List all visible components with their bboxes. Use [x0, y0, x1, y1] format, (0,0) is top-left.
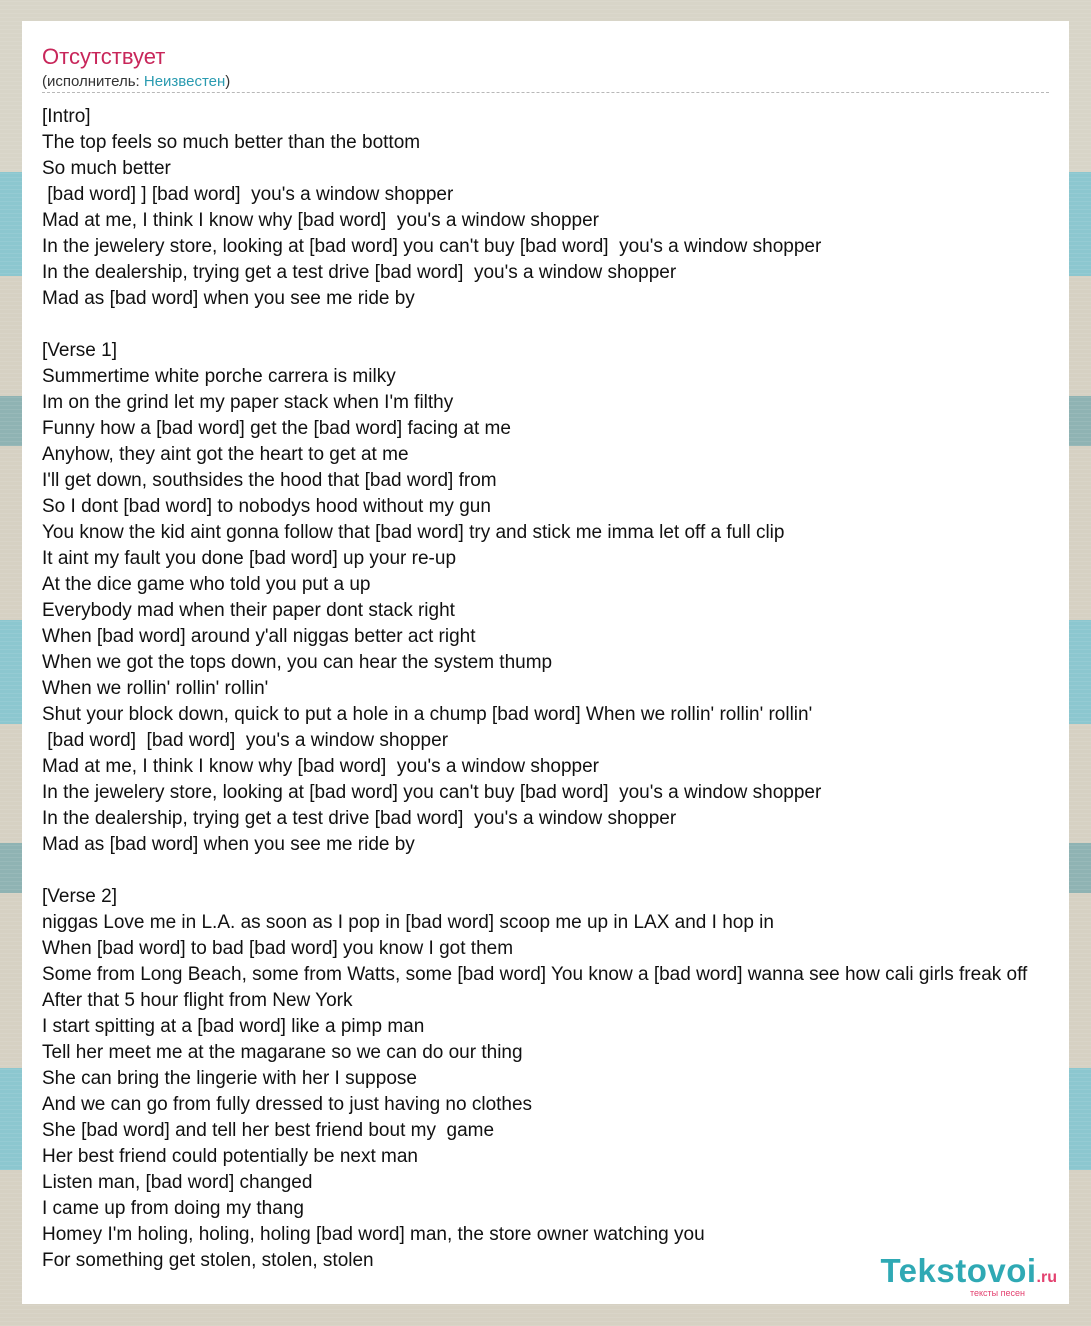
lyric-line: For something get stolen, stolen, stolen: [42, 1250, 374, 1271]
lyric-line: [42, 858, 1027, 884]
lyric-line: Funny how a [bad word] get the [bad word] facing at me: [42, 418, 511, 439]
lyric-line: [bad word] ] [bad word] you's a window shopper: [42, 184, 454, 205]
lyric-line: The top feels so much better than the bottom: [42, 132, 421, 153]
artist-line: [42, 72, 230, 92]
lyric-line: Mad at me, I think I know why [bad word] you's a window shopper: [42, 210, 600, 231]
lyric-line: Im on the grind let my paper stack when I'm filthy: [42, 392, 454, 413]
lyric-line: In the dealership, trying get a test drive [bad word] you's a window shopper: [42, 262, 677, 283]
lyric-line: Anyhow, they aint got the heart to get at me: [42, 444, 409, 465]
lyric-line: I came up from doing my thang: [42, 1198, 304, 1219]
logo-tagline: тексты песен: [969, 1288, 1025, 1298]
lyric-line: Mad as [bad word] when you see me ride by: [42, 288, 415, 309]
lyric-line: When [bad word] to bad [bad word] you know I got them: [42, 938, 514, 959]
lyric-line: Everybody mad when their paper dont stack right: [42, 600, 455, 621]
lyric-line: At the dice game who told you put a up: [42, 574, 371, 595]
lyric-line: She [bad word] and tell her best friend bout my game: [42, 1120, 495, 1141]
lyric-line: In the jewelery store, looking at [bad word] you can't buy [bad word] you's a window shopper: [42, 782, 822, 803]
lyric-line: Her best friend could potentially be next man: [42, 1146, 418, 1167]
lyric-line: [Verse 2]: [42, 886, 117, 907]
lyric-line: In the dealership, trying get a test drive [bad word] you's a window shopper: [42, 808, 677, 829]
site-logo[interactable]: [880, 1254, 1057, 1298]
header-divider: [42, 92, 1049, 93]
lyric-line: So much better: [42, 158, 171, 179]
lyric-line: Tell her meet me at the magarane so we can do our thing: [42, 1042, 523, 1063]
lyric-line: And we can go from fully dressed to just having no clothes: [42, 1094, 533, 1115]
lyric-line: When [bad word] around y'all niggas better act right: [42, 626, 476, 647]
artist-prefix: (исполнитель:: [42, 73, 144, 90]
artist-suffix: ): [225, 73, 231, 90]
lyric-line: Homey I'm holing, holing, holing [bad word] man, the store owner watching you: [42, 1224, 705, 1245]
lyric-line: It aint my fault you done [bad word] up your re-up: [42, 548, 457, 569]
lyric-line: Mad at me, I think I know why [bad word] you's a window shopper: [42, 756, 600, 777]
lyric-line: [Verse 1]: [42, 340, 117, 361]
lyric-line: I start spitting at a [bad word] like a pimp man: [42, 1016, 425, 1037]
lyric-line: niggas Love me in L.A. as soon as I pop in [bad word] scoop me up in LAX and I hop in: [42, 912, 774, 933]
lyric-line: Mad as [bad word] when you see me ride by: [42, 834, 415, 855]
lyrics-page: [22, 21, 1069, 1304]
lyric-line: Some from Long Beach, some from Watts, some [bad word] You know a [bad word] wanna see how cali girls freak off: [42, 964, 1028, 985]
lyric-line: [42, 312, 1027, 338]
lyric-line: When we got the tops down, you can hear the system thump: [42, 652, 553, 673]
lyric-line: Shut your block down, quick to put a hole in a chump [bad word] When we rollin' rollin' rollin': [42, 704, 813, 725]
song-title: Отсутствует: [42, 44, 166, 69]
logo-name: Tekstovoi: [880, 1252, 1037, 1289]
lyric-line: [bad word] [bad word] you's a window shopper: [42, 730, 449, 751]
lyric-line: Listen man, [bad word] changed: [42, 1172, 313, 1193]
lyric-line: So I dont [bad word] to nobodys hood without my gun: [42, 496, 491, 517]
logo-domain: .ru: [1036, 1269, 1057, 1286]
lyric-line: In the jewelery store, looking at [bad word] you can't buy [bad word] you's a window shopper: [42, 236, 822, 257]
lyric-line: Summertime white porche carrera is milky: [42, 366, 396, 387]
lyric-line: I'll get down, southsides the hood that [bad word] from: [42, 470, 497, 491]
lyric-line: After that 5 hour flight from New York: [42, 990, 353, 1011]
lyric-line: She can bring the lingerie with her I suppose: [42, 1068, 417, 1089]
lyric-line: [Intro]: [42, 106, 91, 127]
lyric-line: You know the kid aint gonna follow that [bad word] try and stick me imma let off a full clip: [42, 522, 785, 543]
lyric-line: When we rollin' rollin' rollin': [42, 678, 269, 699]
lyrics-text: [42, 104, 1027, 1274]
artist-link[interactable]: Неизвестен: [143, 73, 226, 90]
